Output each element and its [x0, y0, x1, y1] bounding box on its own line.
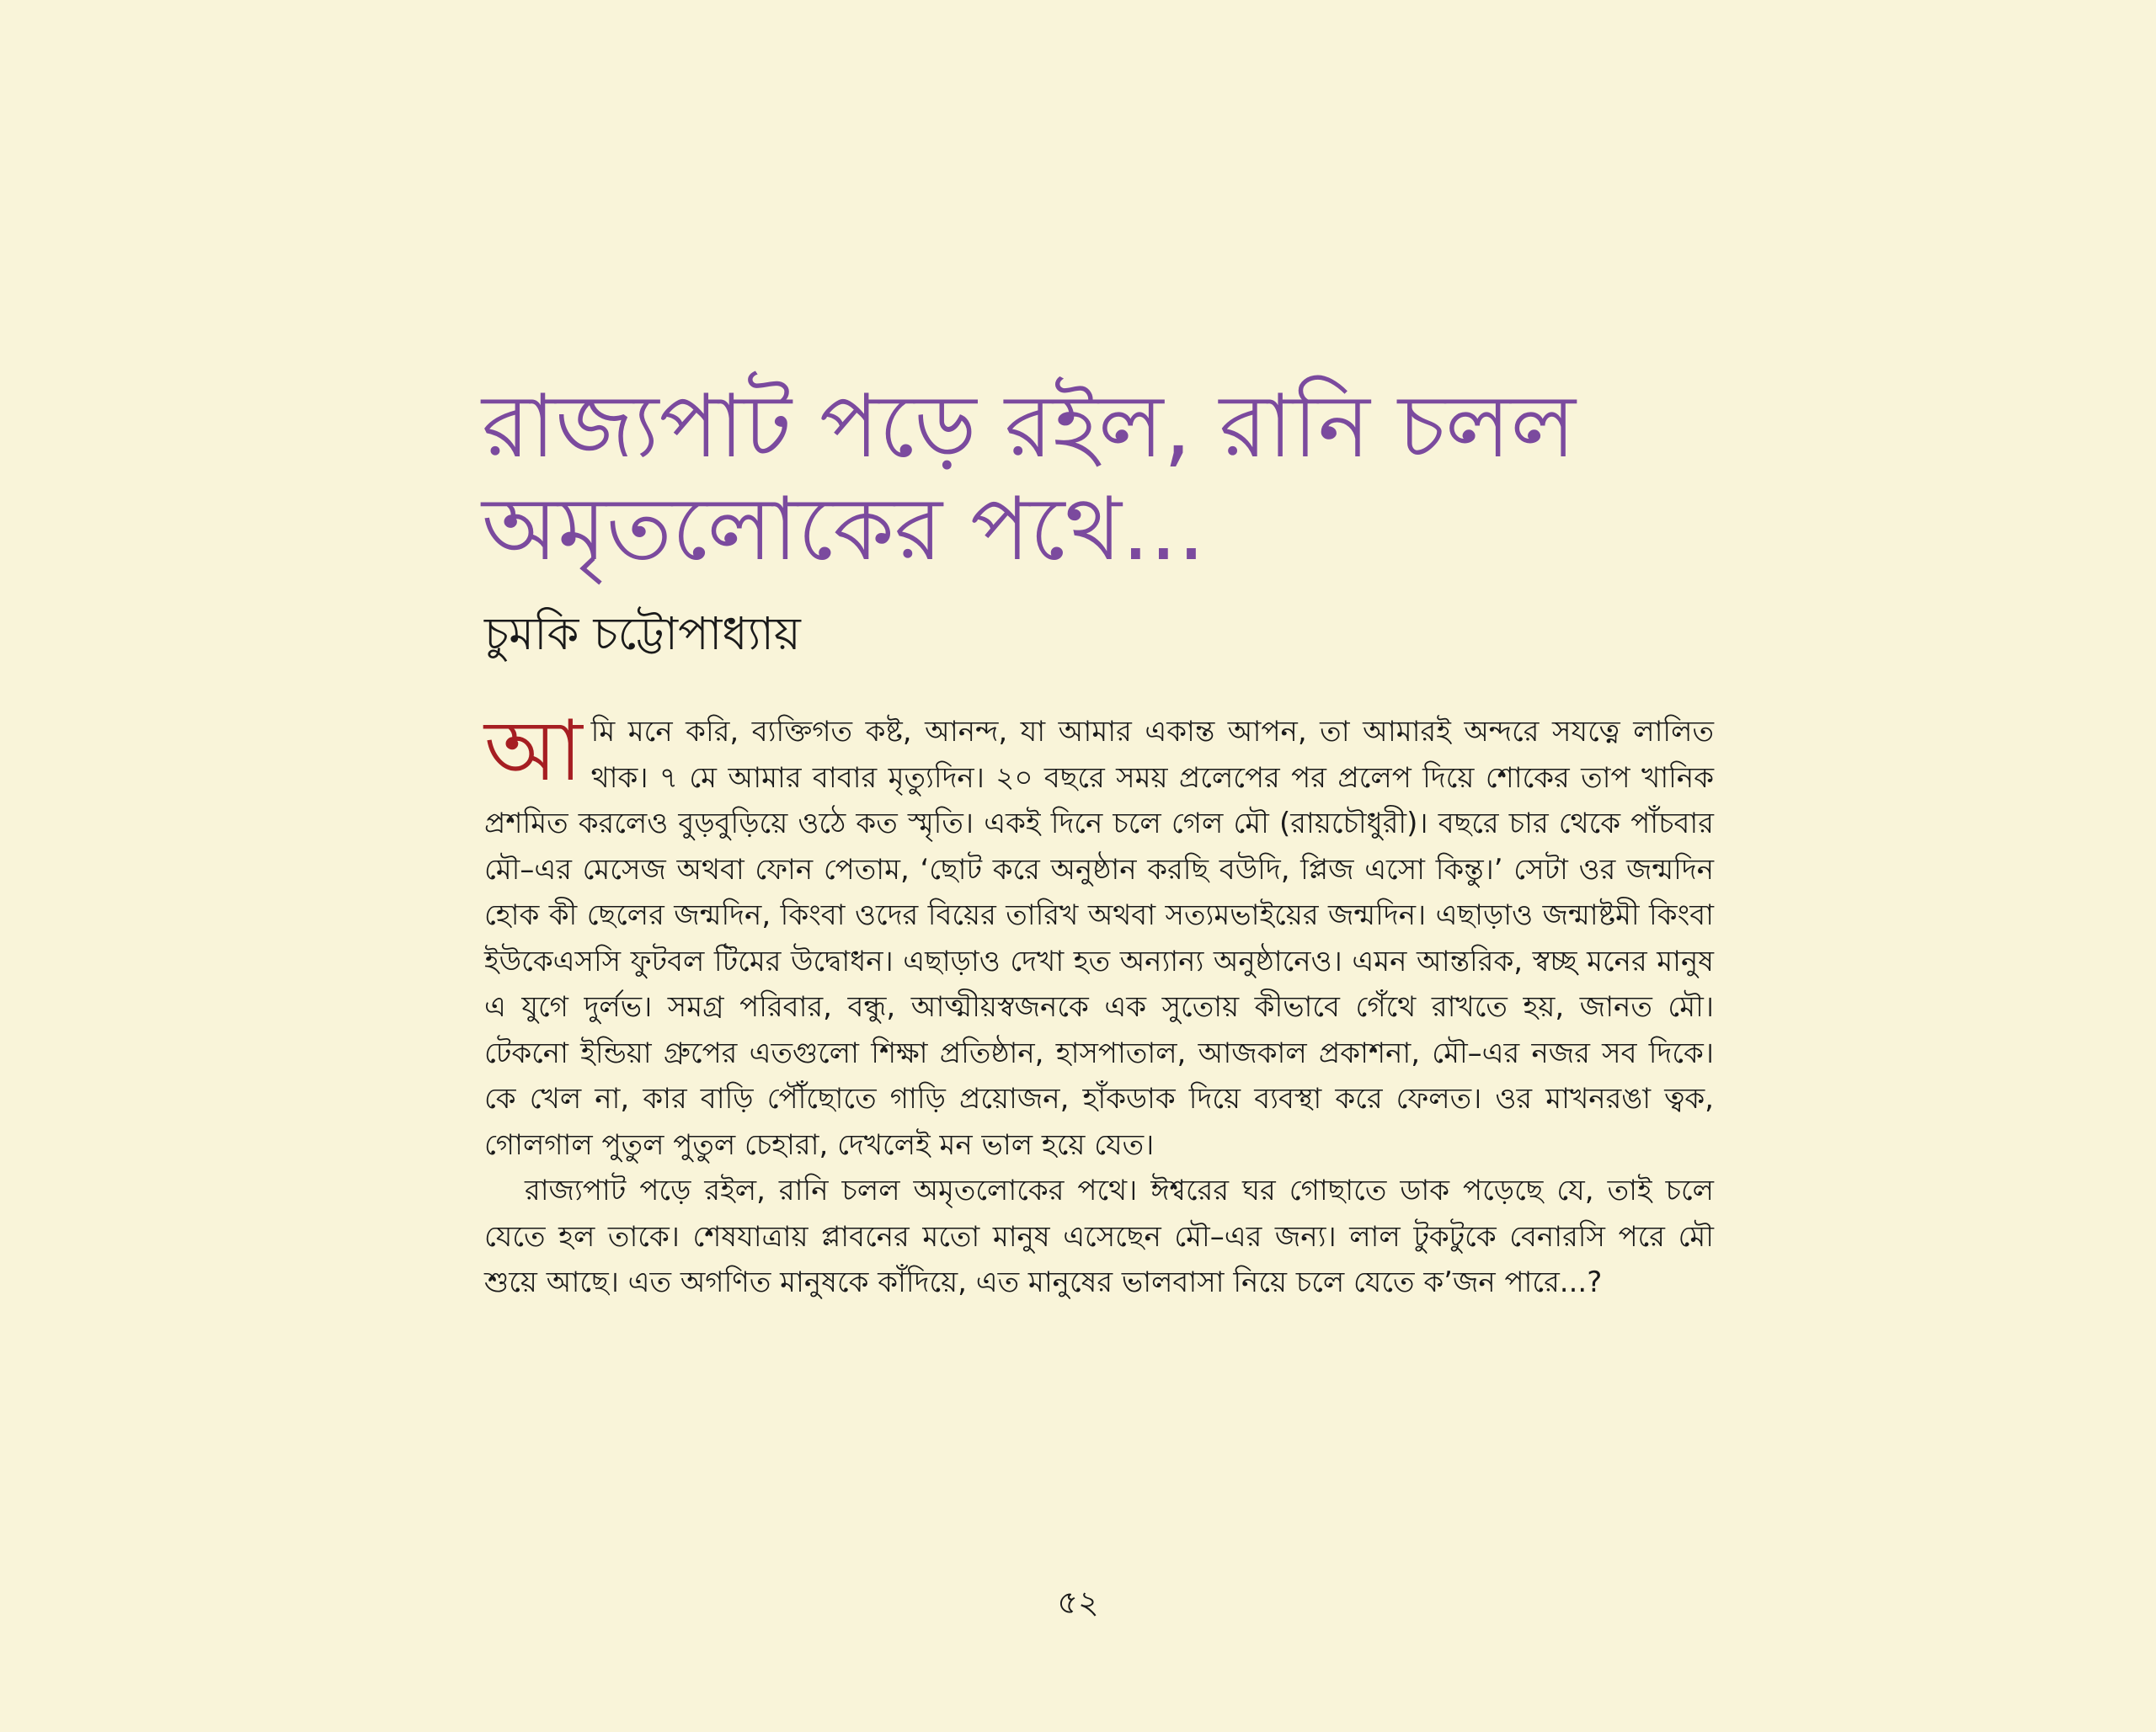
page-number: ৫২	[1057, 1584, 1099, 1621]
drop-cap: আ	[484, 701, 583, 800]
paragraph-2: রাজ্যপাট পড়ে রইল, রানি চলল অমৃতলোকের পথে। ঈশ্বরের ঘর গোছাতে ডাক পড়েছে যে, তাই চলে যেতে হল তাকে। শেষযাত্রায় প্লাবনের মতো মানুষ এসেছেন মৌ–এর জন্য। লাল টুকটুকে বেনারসি পরে মৌ শুয়ে আছে। এত অগণিত মানুষকে কাঁদিয়ে, এত মানুষের ভালবাসা নিয়ে চলে যেতে ক’জন পারে...?	[484, 1174, 1714, 1299]
article-title-line-1: রাজ্যপাট পড়ে রইল, রানি চলল	[482, 375, 1577, 477]
paragraph-1	[484, 701, 1714, 1168]
article-title-line-2: অমৃতলোকের পথে...	[482, 477, 1206, 580]
article-body	[484, 701, 1714, 1306]
article-title	[482, 375, 1745, 580]
author-name: চুমকি চট্টোপাধ্যায়	[484, 607, 801, 660]
paragraph-1-text: মি মনে করি, ব্যক্তিগত কষ্ট, আনন্দ, যা আমার একান্ত আপন, তা আমারই অন্দরে সযত্নে লালিত থাক। ৭ মে আমার বাবার মৃত্যুদিন। ২০ বছরে সময় প্রলেপের পর প্রলেপ দিয়ে শোকের তাপ খানিক প্রশমিত করলেও বুড়বুড়িয়ে ওঠে কত স্মৃতি। একই দিনে চলে গেল মৌ (রায়চৌধুরী)। বছরে চার থেকে পাঁচবার মৌ–এর মেসেজ অথবা ফোন পেতাম, ‘ছোট করে অনুষ্ঠান করছি বউদি, প্লিজ এসো কিন্তু।’ সেটা ওর জন্মদিন হোক কী ছেলের জন্মদিন, কিংবা ওদের বিয়ের তারিখ অথবা সত্যমভাইয়ের জন্মদিন। এছাড়াও জন্মাষ্টমী কিংবা ইউকেএসসি ফুটবল টিমের উদ্বোধন। এছাড়াও দেখা হত অন্যান্য অনুষ্ঠানেও। এমন আন্তরিক, স্বচ্ছ মনের মানুষ এ যুগে দুর্লভ। সমগ্র পরিবার, বন্ধু, আত্মীয়স্বজনকে এক সুতোয় কীভাবে গেঁথে রাখতে হয়, জানত মৌ। টেকনো ইন্ডিয়া গ্রুপের এতগুলো শিক্ষা প্রতিষ্ঠান, হাসপাতাল, আজকাল প্রকাশনা, মৌ–এর নজর সব দিকে। কে খেল না, কার বাড়ি পৌঁছোতে গাড়ি প্রয়োজন, হাঁকডাক দিয়ে ব্যবস্থা করে ফেলত। ওর মাখনরঙা ত্বক, গোলগাল পুতুল পুতুল চেহারা, দেখলেই মন ভাল হয়ে যেত।	[484, 715, 1714, 1162]
